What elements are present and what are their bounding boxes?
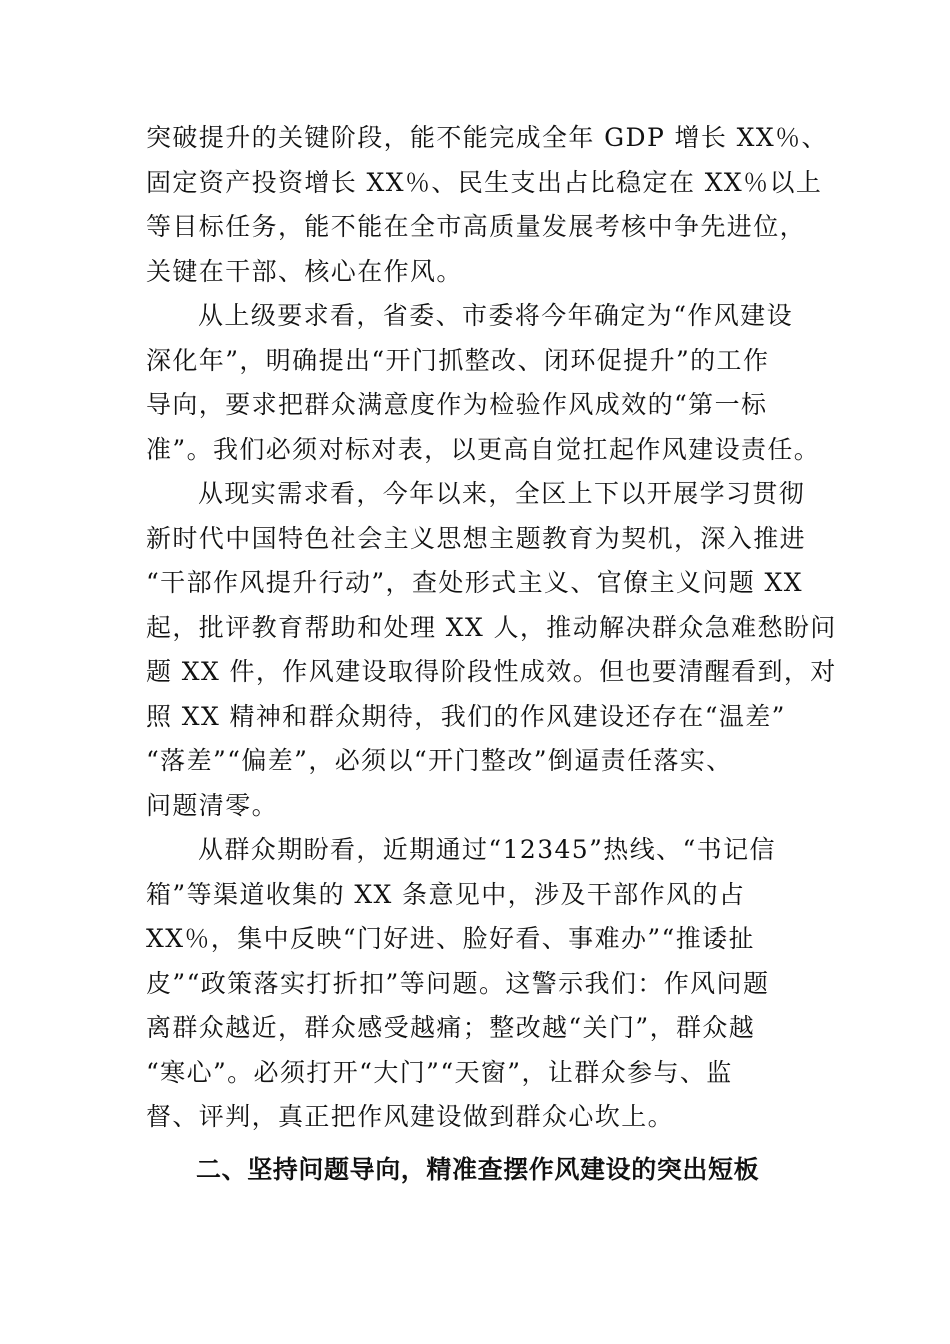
text-line: 题 XX 件，作风建设取得阶段性成效。但也要清醒看到，对 [146,657,837,686]
text-line: 新时代中国特色社会主义思想主题教育为契机，深入推进 [146,523,807,553]
text-line: 关键在干部、核心在作风。 [146,256,463,286]
text-line: “寒心”。必须打开“大门”“天窗”，让群众参与、监 [146,1057,733,1087]
paragraph-3 [146,472,837,828]
paragraph-1 [146,116,828,294]
text-line: XX％，集中反映“门好进、脸好看、事难办”“推诿扯 [146,924,755,953]
text-line: 照 XX 精神和群众期待，我们的作风建设还存在“温差” [146,701,786,731]
paragraph-4 [146,828,808,1140]
text-line: 箱”等渠道收集的 XX 条意见中，涉及干部作风的占 [146,879,746,909]
section-heading: 二、坚持问题导向，精准查摆作风建设的突出短板 [196,1155,760,1184]
text-line: 起，批评教育帮助和处理 XX 人，推动解决群众急难愁盼问 [146,612,837,642]
text-line: 导向，要求把群众满意度作为检验作风成效的“第一标 [146,390,768,419]
text-line: 督、评判，真正把作风建设做到群众心坎上。 [146,1102,675,1131]
text-line: “干部作风提升行动”，查处形式主义、官僚主义问题 XX [146,568,803,597]
text-line: 等目标任务，能不能在全市高质量发展考核中争先进位， [146,212,807,241]
text-line: “落差”“偏差”，必须以“开门整改”倒逼责任落实、 [146,746,733,775]
text-line: 从群众期盼看，近期通过“12345”热线、“书记信 [198,835,776,864]
text-line: 离群众越近，群众感受越痛；整改越“关门”，群众越 [146,1013,756,1042]
document-body [146,116,837,1140]
text-line: 皮”“政策落实打折扣”等问题。这警示我们：作风问题 [146,968,770,998]
text-line: 问题清零。 [146,790,279,820]
text-line: 从上级要求看，省委、市委将今年确定为“作风建设 [198,301,793,330]
text-line: 从现实需求看，今年以来，全区上下以开展学习贯彻 [198,479,806,508]
text-line: 准”。我们必须对标对表，以更高自觉扛起作风建设责任。 [146,434,821,464]
paragraph-2 [146,294,821,472]
text-line: 突破提升的关键阶段，能不能完成全年 GDP 增长 XX％、 [146,123,828,152]
text-line: 深化年”，明确提出“开门抓整改、闭环促提升”的工作 [146,345,770,375]
text-line: 固定资产投资增长 XX％、民生支出占比稳定在 XX％以上 [146,167,823,197]
